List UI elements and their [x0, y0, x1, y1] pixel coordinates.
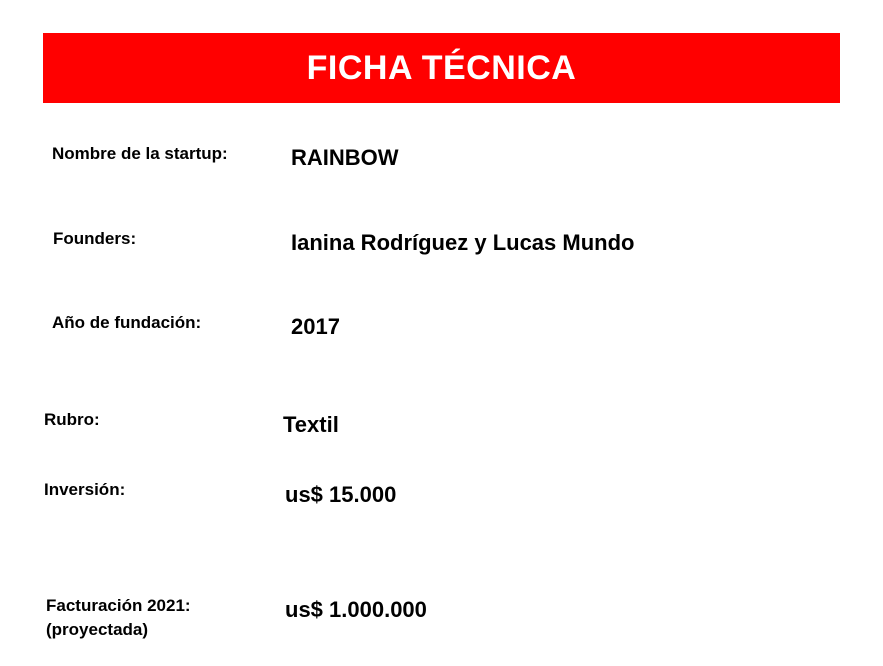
startup-name-value: RAINBOW: [291, 145, 399, 170]
founding-year-label: Año de fundación:: [52, 313, 202, 332]
founders-label: Founders:: [53, 229, 137, 248]
industry-value: Textil: [283, 412, 339, 437]
investment-value: us$ 15.000: [285, 482, 397, 507]
industry-label: Rubro:: [44, 410, 100, 429]
revenue-label-line1: Facturación 2021:: [46, 596, 191, 615]
revenue-value: us$ 1.000.000: [285, 597, 427, 622]
founding-year-value: 2017: [291, 314, 340, 339]
title-banner: [43, 33, 840, 103]
startup-name-label: Nombre de la startup:: [52, 144, 228, 163]
page-title: FICHA TÉCNICA: [306, 48, 577, 87]
revenue-label-line2: (proyectada): [46, 620, 149, 639]
investment-label: Inversión:: [44, 480, 126, 499]
revenue-label: [46, 594, 191, 642]
founders-value: Ianina Rodríguez y Lucas Mundo: [291, 230, 635, 255]
